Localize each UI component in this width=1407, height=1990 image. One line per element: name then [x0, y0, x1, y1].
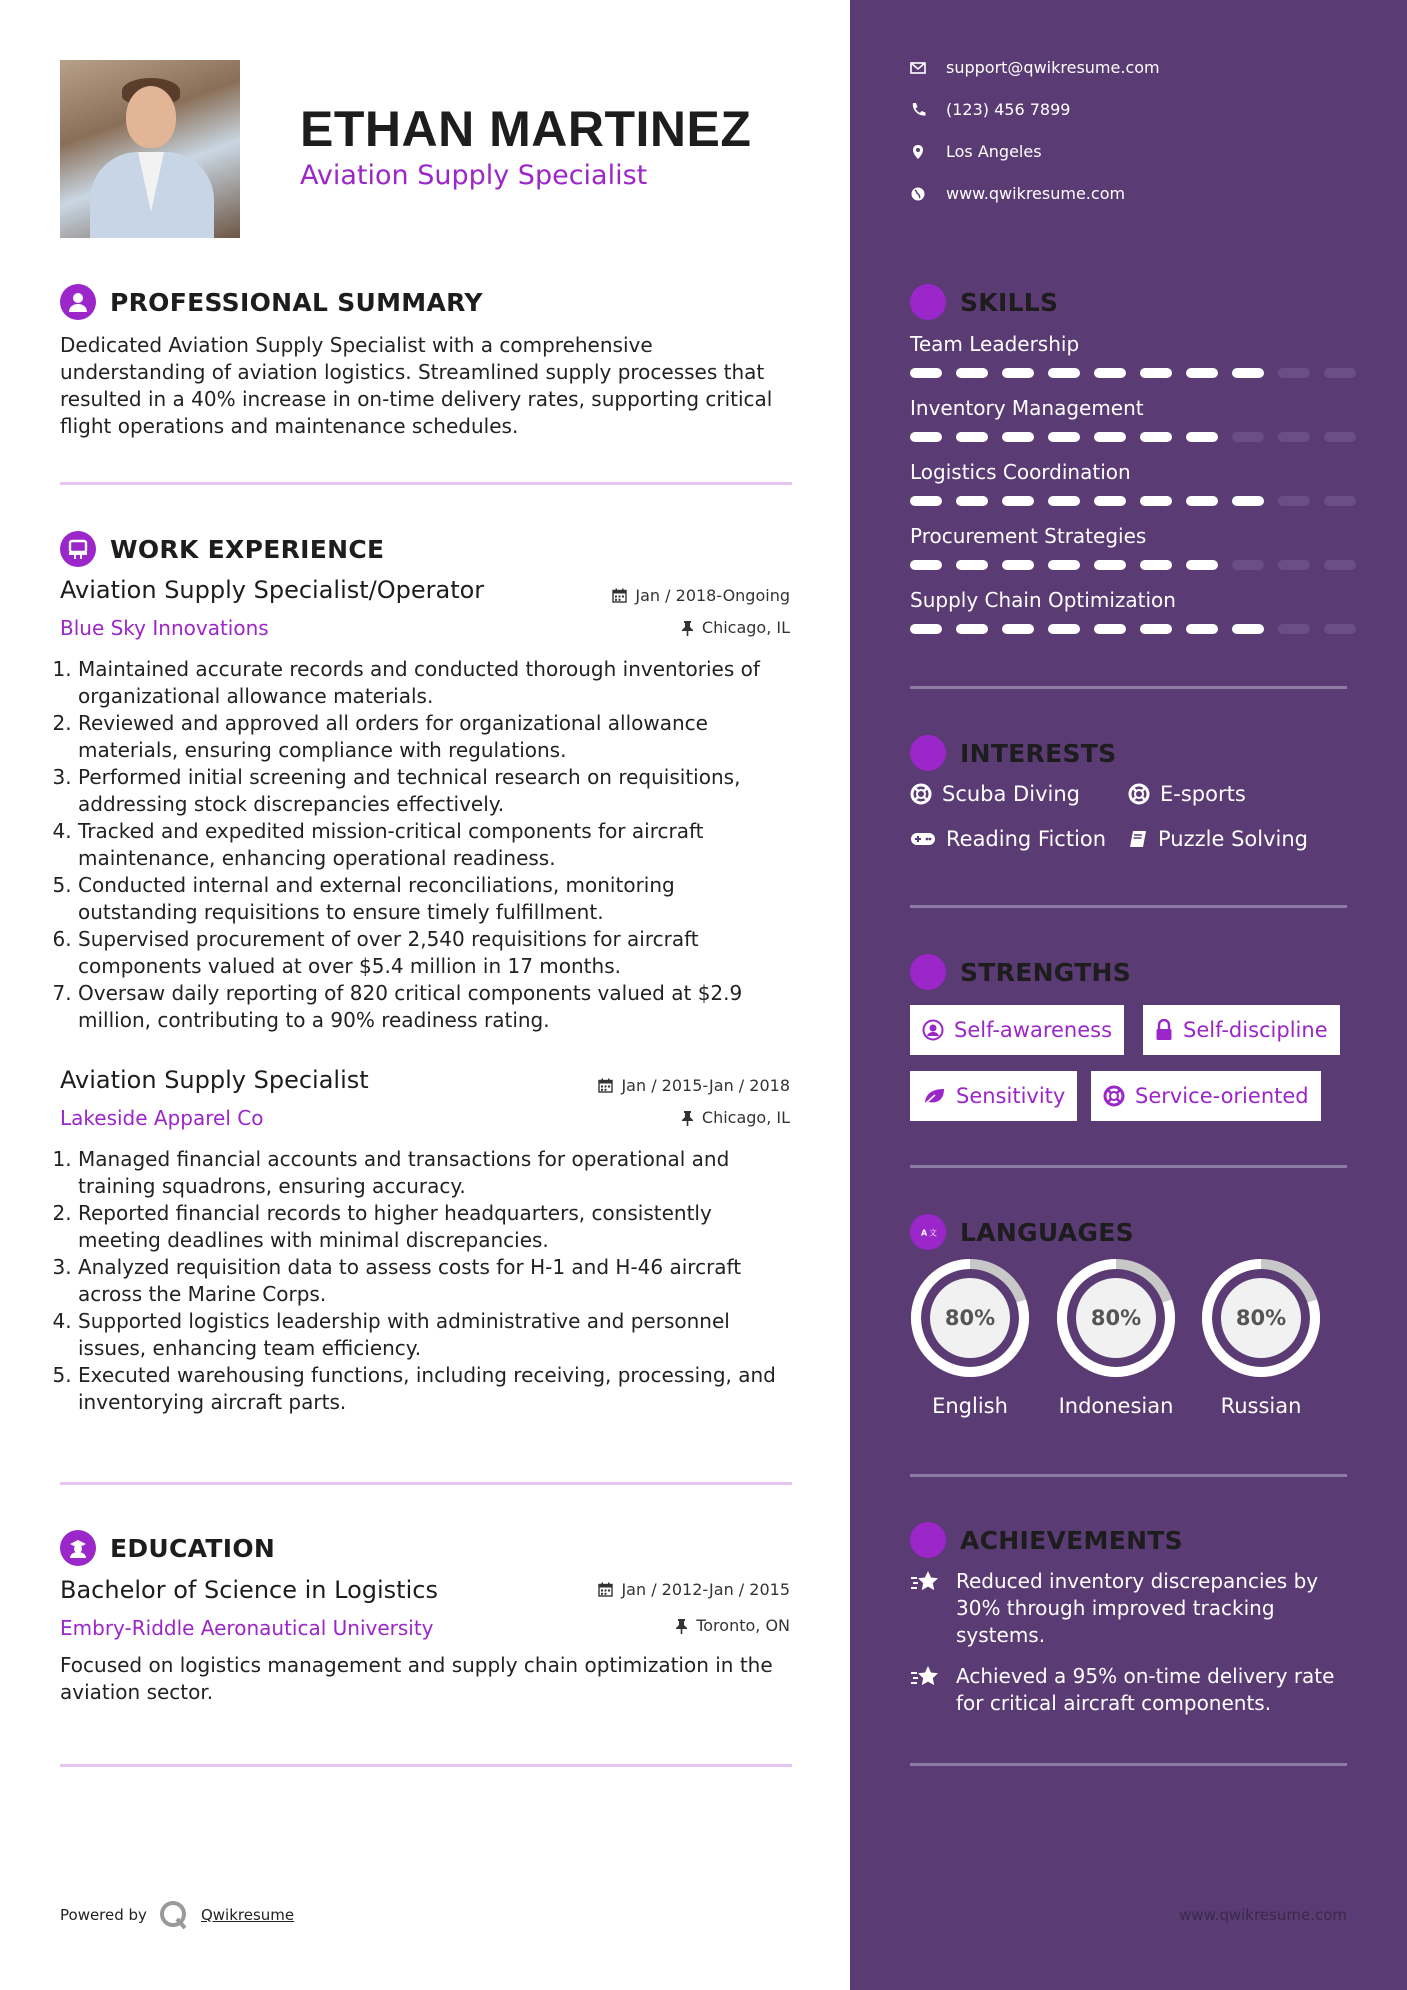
translate-icon — [910, 1214, 946, 1250]
skill-dot-filled — [956, 624, 988, 634]
skill-name: Inventory Management — [910, 396, 1144, 420]
book-icon — [1128, 829, 1148, 849]
skill-dot-filled — [910, 624, 942, 634]
graduate-icon — [60, 1530, 96, 1566]
achievements-heading — [910, 1522, 1183, 1558]
job-title: Aviation Supply Specialist — [60, 1066, 369, 1094]
skill-name: Supply Chain Optimization — [910, 588, 1176, 612]
interest-item — [1128, 782, 1246, 806]
job-location-text: Chicago, IL — [701, 1108, 790, 1127]
skill-dot-filled — [910, 496, 942, 506]
calendar-icon — [598, 1582, 613, 1597]
gamepad-icon — [910, 830, 936, 848]
svg-text:A: A — [921, 1228, 928, 1238]
skill-dot-filled — [1232, 368, 1264, 378]
job-location — [681, 1108, 790, 1127]
degree-name: Bachelor of Science in Logistics — [60, 1576, 438, 1604]
language-item — [1201, 1258, 1321, 1418]
skill-dot-filled — [1002, 624, 1034, 634]
divider — [60, 482, 792, 485]
star-badge-icon — [910, 1522, 946, 1558]
qwikresume-link[interactable]: Qwikresume — [200, 1906, 295, 1924]
skill-level-bar — [910, 432, 1356, 442]
language-percent: 80% — [1090, 1306, 1142, 1330]
user-circle-icon — [922, 1019, 944, 1041]
lifebuoy-icon — [910, 783, 932, 805]
skill-dot-filled — [1002, 368, 1034, 378]
language-progress-ring — [1201, 1258, 1321, 1378]
skill-dot-filled — [1094, 496, 1126, 506]
lock-icon — [1155, 1019, 1173, 1041]
skill-dot-filled — [1140, 496, 1172, 506]
divider — [60, 1482, 792, 1485]
achievements-title: ACHIEVEMENTS — [960, 1525, 1183, 1555]
strengths-title: STRENGTHS — [960, 957, 1132, 987]
profile-photo — [60, 60, 240, 238]
skill-dot-empty — [1324, 432, 1356, 442]
school-name: Embry-Riddle Aeronautical University — [60, 1616, 434, 1640]
divider — [910, 1763, 1347, 1766]
skill-dot-filled — [910, 560, 942, 570]
skills-title: SKILLS — [960, 287, 1059, 317]
duty-item: 6. Supervised procurement of over 2,540 requisitions for aircraft components valued at over $5.4 million in 17 months. — [78, 926, 790, 980]
star-icon — [910, 1568, 942, 1596]
skill-dot-filled — [1186, 496, 1218, 506]
language-item — [910, 1258, 1030, 1418]
duty-item: 4. Tracked and expedited mission-critical components for aircraft maintenance, enhancing operational readiness. — [78, 818, 790, 872]
achievement-text: Achieved a 95% on-time delivery rate for critical aircraft components. — [956, 1664, 1335, 1715]
experience-heading — [60, 531, 384, 567]
briefcase-icon — [60, 531, 96, 567]
skill-dot-empty — [1278, 368, 1310, 378]
skill-name: Procurement Strategies — [910, 524, 1147, 548]
duty-item: 5. Conducted internal and external reconciliations, monitoring outstanding requisitions to ensure timely fulfillment. — [78, 872, 790, 926]
skill-level-bar — [910, 496, 1356, 506]
fist-icon — [910, 954, 946, 990]
skill-dot-empty — [1278, 496, 1310, 506]
education-title: EDUCATION — [110, 1533, 276, 1563]
duties-list — [60, 656, 790, 1034]
skill-dot-filled — [1186, 368, 1218, 378]
duty-item: 1. Maintained accurate records and conducted thorough inventories of organizational allowance materials. — [78, 656, 790, 710]
duty-item: 1. Managed financial accounts and transactions for operational and training squadrons, ensuring accuracy. — [78, 1146, 790, 1200]
contact-location-text: Los Angeles — [946, 142, 1042, 161]
strengths-heading — [910, 954, 1131, 990]
duty-item: 2. Reported financial records to higher headquarters, consistently meeting deadlines with minimal discrepancies. — [78, 1200, 790, 1254]
skill-dot-filled — [1002, 432, 1034, 442]
skill-dot-empty — [1324, 560, 1356, 570]
contact-website[interactable] — [910, 184, 1125, 203]
strength-badge — [910, 1005, 1124, 1055]
summary-title: PROFESSIONAL SUMMARY — [110, 287, 483, 317]
interest-item — [910, 827, 1106, 851]
language-percent: 80% — [1235, 1306, 1287, 1330]
skill-dot-filled — [1048, 432, 1080, 442]
skill-dot-filled — [1140, 560, 1172, 570]
language-name: English — [932, 1394, 1008, 1418]
calendar-icon — [598, 1078, 613, 1093]
interest-label: Puzzle Solving — [1158, 827, 1308, 851]
summary-text: Dedicated Aviation Supply Specialist with a comprehensive understanding of aviation logistics. Streamlined supply processes that resulted in a 40% increase in on-time delivery rates, supporting critical flight operations and maintenance schedules. — [60, 333, 773, 438]
duty-item: 2. Reviewed and approved all orders for organizational allowance materials, ensuring compliance with regulations. — [78, 710, 790, 764]
language-name: Indonesian — [1058, 1394, 1174, 1418]
duties-list — [60, 1146, 790, 1416]
skill-dot-filled — [956, 432, 988, 442]
svg-text:文: 文 — [929, 1228, 937, 1238]
star-icon — [910, 1663, 942, 1691]
skill-level-bar — [910, 368, 1356, 378]
skill-dot-filled — [1140, 368, 1172, 378]
user-icon — [60, 284, 96, 320]
skill-dot-empty — [1324, 496, 1356, 506]
skill-dot-filled — [1094, 432, 1126, 442]
job-dates — [598, 1076, 790, 1095]
languages-title: LANGUAGES — [960, 1217, 1134, 1247]
skill-dot-filled — [1094, 560, 1126, 570]
education-description: Focused on logistics management and supply chain optimization in the aviation sector. — [60, 1653, 773, 1704]
achievement-text: Reduced inventory discrepancies by 30% through improved tracking systems. — [956, 1569, 1319, 1647]
language-item — [1056, 1258, 1176, 1418]
duty-item: 3. Performed initial screening and technical research on requisitions, addressing stock discrepancies effectively. — [78, 764, 790, 818]
phone-icon — [910, 102, 926, 118]
strength-badge — [1091, 1071, 1321, 1121]
footer-website[interactable]: www.qwikresume.com — [1179, 1906, 1347, 1924]
contact-email-text: support@qwikresume.com — [946, 58, 1160, 77]
job-location — [681, 618, 790, 637]
interests-title: INTERESTS — [960, 738, 1117, 768]
candidate-title: Aviation Supply Specialist — [300, 160, 648, 191]
divider — [910, 1474, 1347, 1477]
skill-dot-empty — [1324, 624, 1356, 634]
skill-name: Team Leadership — [910, 332, 1080, 356]
skill-dot-empty — [1278, 624, 1310, 634]
interest-label: E-sports — [1160, 782, 1246, 806]
skill-dot-filled — [1140, 624, 1172, 634]
strength-label: Service-oriented — [1135, 1084, 1309, 1108]
duty-item: 3. Analyzed requisition data to assess costs for H-1 and H-46 aircraft across the Marine Corps. — [78, 1254, 790, 1308]
education-dates-text: Jan / 2012-Jan / 2015 — [621, 1580, 790, 1599]
skill-dot-filled — [1048, 560, 1080, 570]
strength-badge — [1143, 1005, 1340, 1055]
skill-dot-filled — [1140, 432, 1172, 442]
skill-name: Logistics Coordination — [910, 460, 1131, 484]
lightbulb-icon — [910, 284, 946, 320]
achievement-item — [910, 1663, 1347, 1717]
skill-dot-filled — [1094, 624, 1126, 634]
interest-label: Scuba Diving — [942, 782, 1080, 806]
job-dates-text: Jan / 2015-Jan / 2018 — [621, 1076, 790, 1095]
language-percent: 80% — [944, 1306, 996, 1330]
language-name: Russian — [1220, 1394, 1302, 1418]
achievement-item — [910, 1568, 1347, 1649]
lifebuoy-icon — [1103, 1085, 1125, 1107]
contact-website-text: www.qwikresume.com — [946, 184, 1126, 203]
skill-dot-filled — [1094, 368, 1126, 378]
interests-heading — [910, 735, 1116, 771]
education-dates — [598, 1580, 790, 1599]
pin-icon — [681, 1110, 694, 1126]
skill-level-bar — [910, 560, 1356, 570]
education-location — [675, 1616, 790, 1635]
summary-heading — [60, 284, 483, 320]
experience-title: WORK EXPERIENCE — [110, 534, 385, 564]
skill-dot-filled — [1002, 560, 1034, 570]
skill-dot-filled — [1048, 496, 1080, 506]
language-progress-ring — [1056, 1258, 1176, 1378]
education-location-text: Toronto, ON — [696, 1616, 790, 1635]
job-dates-text: Jan / 2018-Ongoing — [635, 586, 790, 605]
contact-email[interactable] — [910, 58, 1160, 77]
divider — [910, 686, 1347, 689]
job-dates — [612, 586, 790, 605]
job-title: Aviation Supply Specialist/Operator — [60, 576, 485, 604]
strength-label: Sensitivity — [956, 1084, 1066, 1108]
skill-dot-empty — [1278, 560, 1310, 570]
interest-item — [910, 782, 1080, 806]
powered-by — [60, 1900, 294, 1930]
skill-dot-filled — [1232, 496, 1264, 506]
calendar-icon — [612, 588, 627, 603]
job-location-text: Chicago, IL — [701, 618, 790, 637]
skill-dot-empty — [1232, 432, 1264, 442]
skill-level-bar — [910, 624, 1356, 634]
paper-plane-icon — [910, 735, 946, 771]
skill-dot-filled — [1186, 432, 1218, 442]
divider — [910, 905, 1347, 908]
skill-dot-filled — [1048, 624, 1080, 634]
skill-dot-empty — [1324, 368, 1356, 378]
duty-item: 4. Supported logistics leadership with administrative and personnel issues, enhancing team efficiency. — [78, 1308, 790, 1362]
strength-label: Self-awareness — [954, 1018, 1113, 1042]
skill-dot-filled — [1186, 560, 1218, 570]
skill-dot-empty — [1232, 560, 1264, 570]
skill-dot-filled — [1002, 496, 1034, 506]
qwikresume-logo-icon — [159, 1900, 189, 1930]
contact-phone-text: (123) 456 7899 — [946, 100, 1071, 119]
skill-dot-empty — [1278, 432, 1310, 442]
skills-heading — [910, 284, 1058, 320]
map-marker-icon — [910, 144, 926, 160]
candidate-name: ETHAN MARTINEZ — [300, 101, 752, 157]
pin-icon — [675, 1618, 688, 1634]
divider — [60, 1764, 792, 1767]
interest-label: Reading Fiction — [946, 827, 1107, 851]
skill-dot-filled — [910, 368, 942, 378]
skill-dot-filled — [956, 496, 988, 506]
duty-item: 5. Executed warehousing functions, including receiving, processing, and inventorying aircraft parts. — [78, 1362, 790, 1416]
envelope-icon — [910, 62, 926, 74]
company-name: Lakeside Apparel Co — [60, 1106, 264, 1130]
leaf-icon — [922, 1086, 946, 1106]
skill-dot-filled — [910, 432, 942, 442]
lifebuoy-icon — [1128, 783, 1150, 805]
skill-dot-filled — [956, 368, 988, 378]
skill-dot-filled — [1048, 368, 1080, 378]
contact-location — [910, 142, 1042, 161]
duty-item: 7. Oversaw daily reporting of 820 critical components valued at $2.9 million, contributing to a 90% readiness rating. — [78, 980, 790, 1034]
divider — [910, 1165, 1347, 1168]
skill-dot-filled — [1232, 624, 1264, 634]
language-progress-ring — [910, 1258, 1030, 1378]
languages-heading — [910, 1214, 1134, 1250]
strength-badge — [910, 1071, 1077, 1121]
interest-item — [1128, 827, 1308, 851]
skill-dot-filled — [956, 560, 988, 570]
globe-icon — [910, 186, 926, 202]
education-heading — [60, 1530, 275, 1566]
pin-icon — [681, 620, 694, 636]
contact-phone[interactable] — [910, 100, 1070, 119]
strength-label: Self-discipline — [1183, 1018, 1328, 1042]
powered-by-label: Powered by — [60, 1906, 147, 1924]
skill-dot-filled — [1186, 624, 1218, 634]
company-name: Blue Sky Innovations — [60, 616, 269, 640]
